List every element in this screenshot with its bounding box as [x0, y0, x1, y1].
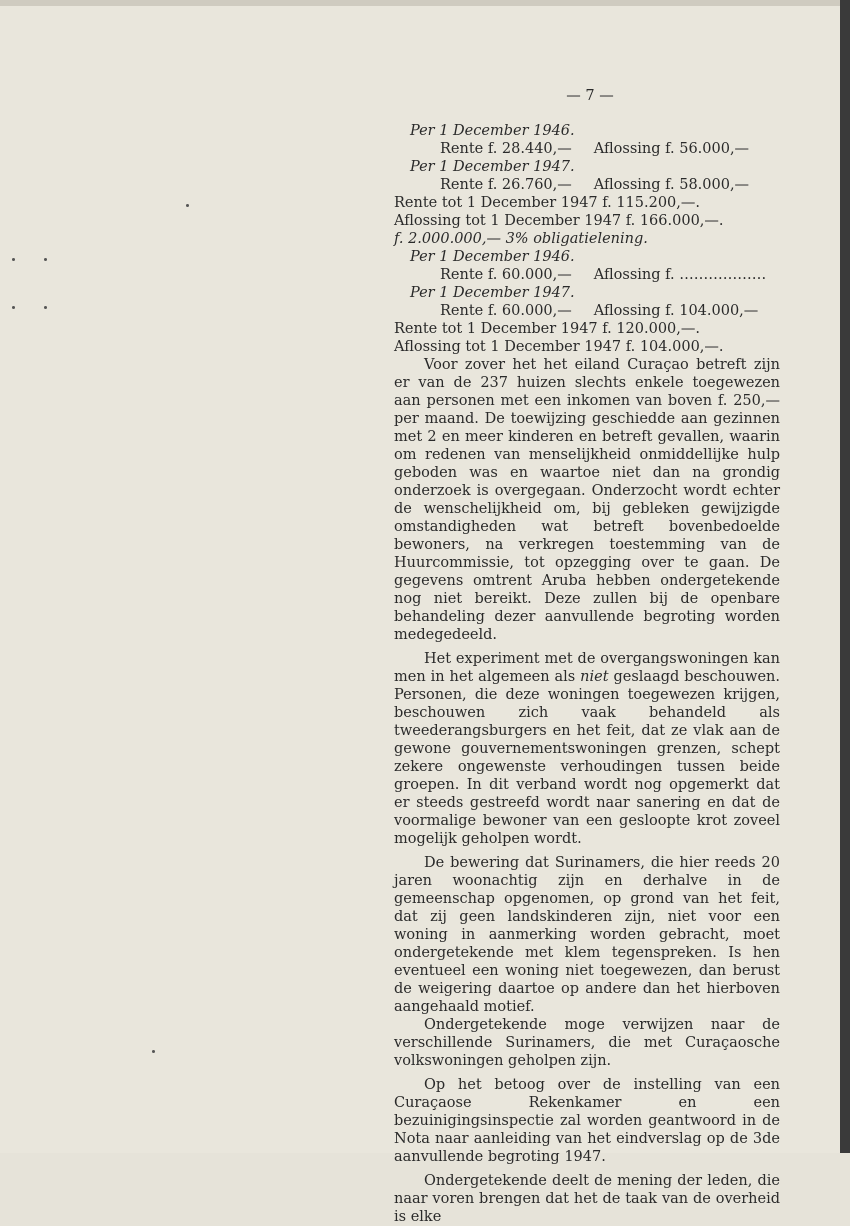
aflossing-value: Aflossing f. 56.000,—	[593, 141, 750, 157]
paper-speck	[12, 258, 15, 261]
rente-value: Rente f. 60.000,—	[440, 267, 572, 283]
paragraph: De bewering dat Surinamers, die hier reeds 20 jaren woonachtig zijn en derhalve in de gemeenschap opgenomen, op grond van het feit, dat zij geen landskinderen zijn, niet voor een woning in aanmerking worden gebracht, moet ondergetekende met klem tegenspreken. Is hen eventueel een woning niet toegewezen, dan berust de weigering daartoe op andere dan het hierboven aangehaald motief.	[394, 855, 780, 1015]
schedule-date: Per 1 December 1947.	[410, 159, 575, 175]
paper-speck	[186, 204, 189, 207]
aflossing-value: Aflossing f. 104.000,—	[593, 303, 759, 319]
scan-edge-top	[0, 0, 850, 6]
schedule-pair	[394, 176, 780, 194]
schedule-total: Aflossing tot 1 December 1947 f. 104.000,—.	[394, 339, 724, 355]
schedule-date: Per 1 December 1946.	[410, 249, 575, 265]
paragraph: Voor zover het het eiland Curaçao betreft zijn er van de 237 huizen slechts enkele toegewezen aan personen met een inkomen van boven f. 250,— per maand. De toewijzing geschiedde aan gezinnen met 2 en meer kinderen en betreft gevallen, waarin om redenen van menselijkheid onmiddellijke hulp geboden was en waartoe niet dan na grondig onderzoek is overgegaan. Onderzocht wordt echter de wenschelijkheid om, bij gebleken gewijzigde omstandigheden wat betreft bovenbedoelde bewoners, na verkregen toestemming van de Huurcommissie, tot opzegging over te gaan. De gegevens omtrent Aruba hebben ondergetekende nog niet bereikt. Deze zullen bij de openbare behandeling dezer aanvullende begroting worden medegedeeld.	[394, 357, 780, 643]
paragraph: Het experiment met de overgangswoningen kan men in het algemeen als niet geslaagd beschouwen. Personen, die deze woningen toegewezen krijgen, beschouwen zich vaak behandeld als tweederangsburgers en het feit, dat ze vlak aan de gewone gouvernementswoningen grenzen, schept zekere ongewenste verhoudingen tussen beide groepen. In dit verband wordt nog opgemerkt dat er steeds gestreefd wordt naar sanering en dat de voormalige bewoner van een gesloopte krot zoveel mogelijk geholpen wordt.	[394, 651, 780, 847]
aflossing-value: Aflossing f. 58.000,—	[593, 177, 750, 193]
paragraph: Ondergetekende moge verwijzen naar de verschillende Surinamers, die met Curaçaosche volkswoningen geholpen zijn.	[394, 1017, 780, 1069]
paragraph: Op het betoog over de instelling van een Curaçaose Rekenkamer en een bezuinigingsinspectie zal worden geantwoord in de Nota naar aanleiding van het eindverslag op de 3de aanvullende begroting 1947.	[394, 1077, 780, 1165]
schedule-pair	[394, 302, 780, 320]
schedule-pair	[394, 140, 780, 158]
schedule-total: Rente tot 1 December 1947 f. 115.200,—.	[394, 195, 701, 211]
aflossing-value: Aflossing f. ………………	[593, 267, 767, 283]
rente-value: Rente f. 60.000,—	[440, 303, 572, 319]
schedule-date: Per 1 December 1946.	[410, 123, 575, 139]
paper-speck	[12, 306, 15, 309]
paper-speck	[152, 1050, 155, 1053]
paper-speck	[44, 306, 47, 309]
rente-value: Rente f. 28.440,—	[440, 141, 572, 157]
page-number: — 7 —	[566, 88, 614, 104]
paragraph: Ondergetekende deelt de mening der leden, die naar voren brengen dat het de taak van de overheid is elke	[394, 1173, 780, 1225]
loan-heading: f. 2.000.000,— 3% obligatielening.	[394, 231, 648, 247]
paper-speck	[44, 258, 47, 261]
scan-edge-right	[840, 0, 850, 1153]
schedule-date: Per 1 December 1947.	[410, 285, 575, 301]
schedule-total: Aflossing tot 1 December 1947 f. 166.000,—.	[394, 213, 724, 229]
schedule-total: Rente tot 1 December 1947 f. 120.000,—.	[394, 321, 701, 337]
schedule-pair	[394, 266, 780, 284]
text-column	[394, 122, 780, 1226]
rente-value: Rente f. 26.760,—	[440, 177, 572, 193]
emphasis: niet	[580, 669, 609, 685]
